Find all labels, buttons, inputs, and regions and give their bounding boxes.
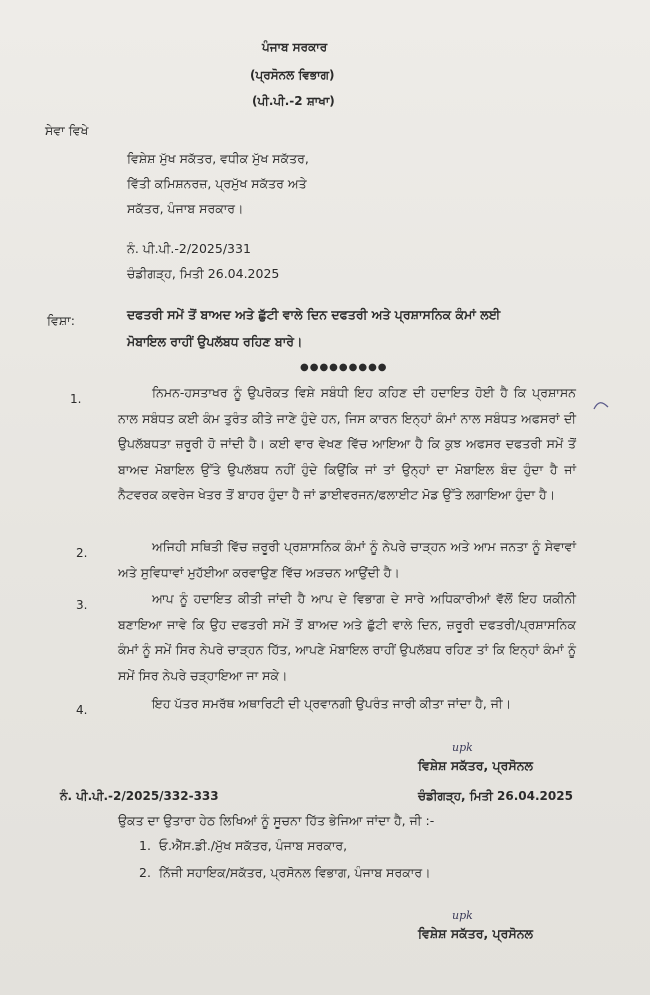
paragraph-number: 4.: [76, 703, 88, 717]
paragraph-2: ਅਜਿਹੀ ਸਥਿਤੀ ਵਿੱਚ ਜ਼ਰੂਰੀ ਪ੍ਰਸ਼ਾਸਨਿਕ ਕੰਮਾਂ ਨੂੰ ਨੇਪਰੇ ਚਾੜ੍ਹਨ ਅਤੇ ਆਮ ਜਨਤਾ ਨੂੰ ਸੇਵਾਵਾਂ ਅਤੇ ਸੁਵਿਧਾਵਾਂ ਮੁਹੱਈਆ ਕਰਵਾਉਣ ਵਿੱਚ ਅੜਚਨ ਆਉਂਦੀ ਹੈ।: [118, 539, 576, 580]
addressee-line: ਸਕੱਤਰ, ਪੰਜਾਬ ਸਰਕਾਰ।: [127, 201, 244, 216]
subject-line: ਦਫਤਰੀ ਸਮੇਂ ਤੋਂ ਬਾਅਦ ਅਤੇ ਛੁੱਟੀ ਵਾਲੇ ਦਿਨ ਦਫਤਰੀ ਅਤੇ ਪ੍ਰਸ਼ਾਸਨਿਕ ਕੰਮਾਂ ਲਈ: [127, 307, 501, 322]
paragraph-4: ਇਹ ਪੱਤਰ ਸਮਰੱਥ ਅਥਾਰਿਟੀ ਦੀ ਪ੍ਰਵਾਨਗੀ ਉਪਰੰਤ ਜਾਰੀ ਕੀਤਾ ਜਾਂਦਾ ਹੈ, ਜੀ।: [152, 696, 512, 711]
subject-line: ਮੋਬਾਇਲ ਰਾਹੀਂ ਉਪਲੱਬਧ ਰਹਿਣ ਬਾਰੇ।: [127, 334, 303, 349]
paragraph-3: ਆਪ ਨੂੰ ਹਦਾਇਤ ਕੀਤੀ ਜਾਂਦੀ ਹੈ ਆਪ ਦੇ ਵਿਭਾਗ ਦੇ ਸਾਰੇ ਅਧਿਕਾਰੀਆਂ ਵੱਲੋਂ ਇਹ ਯਕੀਨੀ ਬਣਾਇਆ ਜਾਵੇ ਕਿ ਉਹ ਦਫਤਰੀ ਸਮੇਂ ਤੋਂ ਬਾਅਦ ਅਤੇ ਛੁੱਟੀ ਵਾਲੇ ਦਿਨ, ਜ਼ਰੂਰੀ ਦਫਤਰੀ/ਪ੍ਰਸ਼ਾਸਨਿਕ ਕੰਮਾਂ ਨੂੰ ਸਮੇਂ ਸਿਰ ਨੇਪਰੇ ਚਾੜ੍ਹਨ ਹਿੱਤ, ਆਪਣੇ ਮੋਬਾਇਲ ਰਾਹੀਂ ਉਪਲੱਬਧ ਰਹਿਣ ਤਾਂ ਕਿ ਇਨ੍ਹਾਂ ਕੰਮਾਂ ਨੂੰ ਸਮੇਂ ਸਿਰ ਨੇਪਰੇ ਚੜ੍ਹਾਇਆ ਜਾ ਸਕੇ।: [118, 591, 576, 683]
addressee-label: ਸੇਵਾ ਵਿਖੇ: [45, 123, 89, 138]
addressee-line: ਵਿੱਤੀ ਕਮਿਸ਼ਨਰਜ਼, ਪ੍ਰਮੁੱਖ ਸਕੱਤਰ ਅਤੇ: [127, 176, 307, 191]
copy-recipient: ਓ.ਐੱਸ.ਡੀ./ਮੁੱਖ ਸਕੱਤਰ, ਪੰਜਾਬ ਸਰਕਾਰ,: [159, 838, 348, 853]
copy-recipient: ਨਿੱਜੀ ਸਹਾਇਕ/ਸਕੱਤਰ, ਪ੍ਰਸੋਨਲ ਵਿਭਾਗ, ਪੰਜਾਬ ਸਰਕਾਰ।: [159, 865, 431, 880]
copy-recipient-number: 1.: [139, 838, 151, 853]
signature-initials: upk: [452, 909, 473, 922]
endorsement-intro: ਉਕਤ ਦਾ ਉਤਾਰਾ ਹੇਠ ਲਿਖਿਆਂ ਨੂੰ ਸੂਚਨਾ ਹਿੱਤ ਭੇਜਿਆ ਜਾਂਦਾ ਹੈ, ਜੀ :-: [118, 813, 435, 828]
reference-number: ਨੰ. ਪੀ.ਪੀ.-2/2025/331: [127, 241, 251, 256]
signatory-title: ਵਿਸ਼ੇਸ਼ ਸਕੱਤਰ, ਪ੍ਰਸੋਨਲ: [418, 758, 533, 773]
header-government: ਪੰਜਾਬ ਸਰਕਾਰ: [262, 40, 328, 54]
header-branch: (ਪੀ.ਪੀ.-2 ਸ਼ਾਖਾ): [252, 94, 335, 108]
paragraph-number: 1.: [70, 392, 82, 406]
signature-initials: upk: [452, 741, 473, 754]
addressee-line: ਵਿਸ਼ੇਸ਼ ਮੁੱਖ ਸਕੱਤਰ, ਵਧੀਕ ਮੁੱਖ ਸਕੱਤਰ,: [127, 151, 309, 166]
reference-date: ਚੰਡੀਗੜ੍ਹ, ਮਿਤੀ 26.04.2025: [127, 266, 280, 281]
subject-separator: ●●●●●●●●●: [300, 362, 388, 373]
endorsement-date: ਚੰਡੀਗੜ੍ਹ, ਮਿਤੀ 26.04.2025: [418, 789, 573, 803]
copy-recipient-number: 2.: [139, 865, 151, 880]
paragraph-number: 3.: [76, 598, 88, 612]
signatory-title: ਵਿਸ਼ੇਸ਼ ਸਕੱਤਰ, ਪ੍ਰਸੋਨਲ: [418, 926, 533, 941]
paragraph-1: ਨਿਮਨ-ਹਸਤਾਖਰ ਨੂੰ ਉਪਰੋਕਤ ਵਿਸ਼ੇ ਸਬੰਧੀ ਇਹ ਕਹਿਣ ਦੀ ਹਦਾਇਤ ਹੋਈ ਹੈ ਕਿ ਪ੍ਰਸ਼ਾਸਨ ਨਾਲ ਸਬੰਧਤ ਕਈ ਕੰਮ ਤੁਰੰਤ ਕੀਤੇ ਜਾਣੇ ਹੁੰਦੇ ਹਨ, ਜਿਸ ਕਾਰਨ ਇਨ੍ਹਾਂ ਕੰਮਾਂ ਨਾਲ ਸਬੰਧਤ ਅਫਸਰਾਂ ਦੀ ਉਪਲੱਬਧਤਾ ਜ਼ਰੂਰੀ ਹੋ ਜਾਂਦੀ ਹੈ। ਕਈ ਵਾਰ ਵੇਖਣ ਵਿੱਚ ਆਇਆ ਹੈ ਕਿ ਕੁਝ ਅਫਸਰ ਦਫਤਰੀ ਸਮੇਂ ਤੋਂ ਬਾਅਦ ਮੋਬਾਇਲ ਉੱਤੇ ਉਪਲੱਬਧ ਨਹੀਂ ਹੁੰਦੇ ਕਿਉਂਕਿ ਜਾਂ ਤਾਂ ਉਨ੍ਹਾਂ ਦਾ ਮੋਬਾਇਲ ਬੰਦ ਹੁੰਦਾ ਹੈ ਜਾਂ ਨੈਟਵਰਕ ਕਵਰੇਜ ਖੇਤਰ ਤੋਂ ਬਾਹਰ ਹੁੰਦਾ ਹੈ ਜਾਂ ਡਾਈਵਰਜਨ/ਫਲਾਈਟ ਮੋਡ ਉੱਤੇ ਲਗਾਇਆ ਹੁੰਦਾ ਹੈ।: [118, 385, 576, 502]
subject-label: ਵਿਸ਼ਾ:: [47, 313, 75, 328]
header-department: (ਪ੍ਰਸੋਨਲ ਵਿਭਾਗ): [250, 68, 335, 82]
pen-mark: [592, 398, 610, 417]
endorsement-number: ਨੰ. ਪੀ.ਪੀ.-2/2025/332-333: [60, 789, 219, 803]
paragraph-number: 2.: [76, 546, 88, 560]
